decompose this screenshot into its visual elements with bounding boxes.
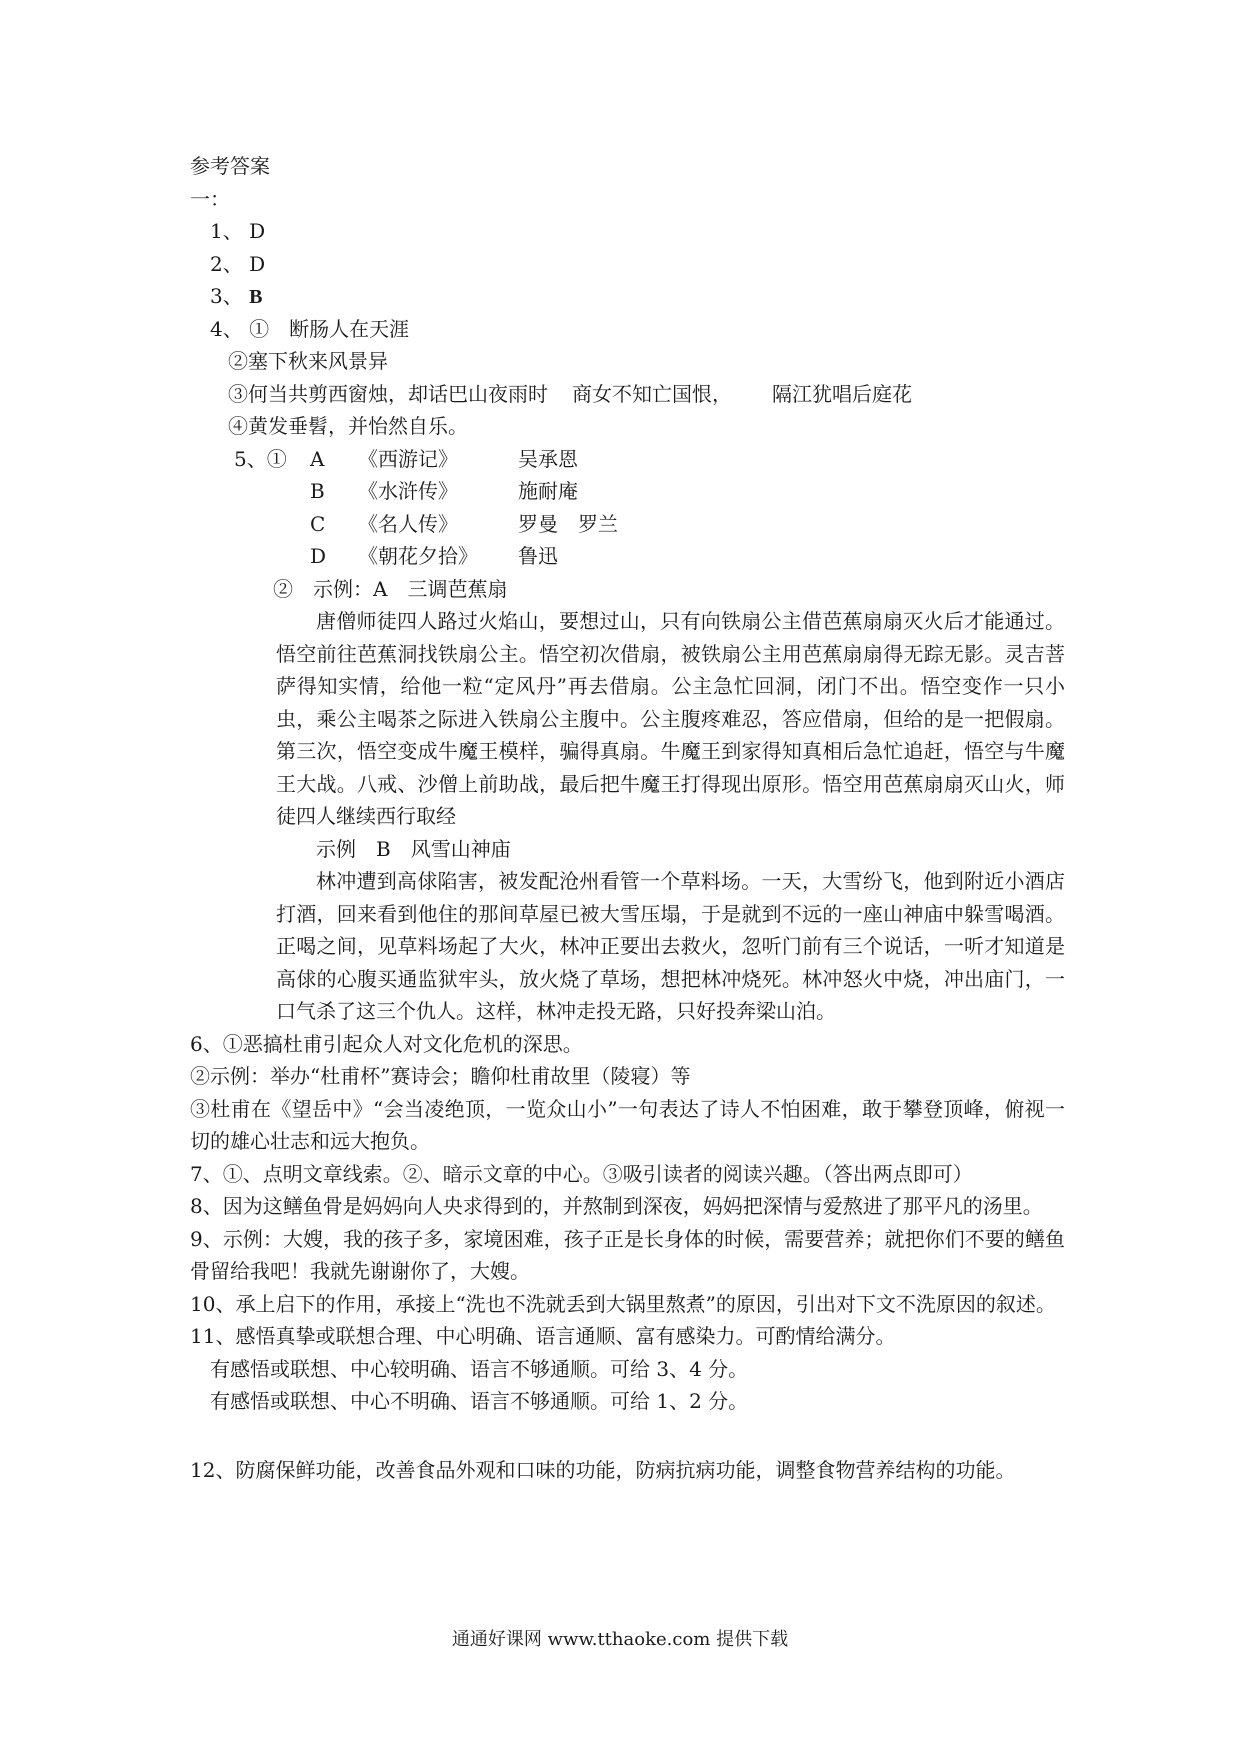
answer-6-line-2: ②示例：举办“杜甫杯”赛诗会；瞻仰杜甫故里（陵寝）等	[190, 1064, 691, 1088]
book-letter: D	[310, 544, 327, 568]
book-title: 《名人传》	[358, 511, 458, 536]
answer-11-line-1: 11、感悟真挚或联想合理、中心明确、语言通顺、富有感染力。可酌情给满分。	[190, 1324, 896, 1348]
answer-12: 12、防腐保鲜功能，改善食品外观和口味的功能，防病抗病功能，调整食物营养结构的功能。	[190, 1457, 1016, 1482]
section-heading: 一：	[190, 186, 230, 211]
answer-5-row-c	[310, 508, 1065, 541]
page-title: 参考答案	[190, 154, 270, 178]
answer-8: 8、因为这鳝鱼骨是妈妈向人央求得到的，并熬制到深夜，妈妈把深情与爱熬进了那平凡的汤里。	[190, 1194, 1043, 1218]
answer-6-line-1: 6、①恶搞杜甫引起众人对文化危机的深思。	[190, 1031, 583, 1056]
example-a-text: 唐僧师徒四人路过火焰山，要想过山，只有向铁扇公主借芭蕉扇扇灭火后才能通过。悟空前往芭蕉洞找铁扇公主。悟空初次借扇，被铁扇公主用芭蕉扇扇得无踪无影。灵吉菩萨得知实情，给他一粒“定风丹”再去借扇。公主急忙回洞，闭门不出。悟空变作一只小虫，乘公主喝茶之际进入铁扇公主腹中。公主腹疼难忍，答应借扇，但给的是一把假扇。第三次，悟空变成牛魔王模样，骗得真扇。牛魔王到家得知真相后急忙追赶，悟空与牛魔王大战。八戒、沙僧上前助战，最后把牛魔王打得现出原形。悟空用芭蕉扇扇灭山火，师徒四人继续西行取经	[276, 609, 1065, 828]
answer-5-number: 5、①	[234, 446, 287, 471]
book-author: 施耐庵	[518, 479, 578, 503]
answer-4-line-3	[228, 378, 1065, 411]
book-letter: B	[310, 479, 325, 503]
answer-7: 7、①、点明文章线索。②、暗示文章的中心。③吸引读者的阅读兴趣。（答出两点即可）	[190, 1161, 973, 1186]
answer-3-value: B	[249, 286, 263, 308]
book-title: 《朝花夕拾》	[358, 544, 478, 568]
answer-1: 1、 D	[210, 219, 266, 243]
answer-4-line-1: 4、 ① 断肠人在天涯	[210, 316, 410, 341]
answer-5-row-d	[310, 540, 1065, 573]
footer-source: 通通好课网 www.tthaoke.com 提供下载	[451, 1629, 789, 1650]
book-letter: A	[310, 446, 325, 471]
answer-5-row-a	[234, 443, 1065, 476]
answer-4-line-3b: 商女不知亡国恨，	[572, 381, 732, 406]
answer-4-line-3c: 隔江犹唱后庭花	[772, 381, 912, 406]
answer-10: 10、承上启下的作用，承接上“洗也不洗就丢到大锅里熬煮”的原因，引出对下文不洗原因的叙述。	[190, 1291, 1056, 1316]
example-a-heading: ② 示例：A 三调芭蕉扇	[273, 576, 508, 601]
answer-11-line-3: 有感悟或联想、中心不明确、语言不够通顺。可给 1、2 分。	[210, 1389, 749, 1413]
answer-content	[190, 150, 1065, 1486]
answer-9: 9、示例：大嫂，我的孩子多，家境困难，孩子正是长身体的时候，需要营养；就把你们不要的鳝鱼骨留给我吧！我就先谢谢你了，大嫂。	[190, 1226, 1065, 1283]
answer-4-line-2: ②塞下秋来风景异	[228, 349, 388, 373]
book-author: 吴承恩	[518, 446, 578, 471]
answer-4-line-4: ④黄发垂髫，并怡然自乐。	[228, 414, 468, 438]
example-b-heading: 示例 B 风雪山神庙	[316, 836, 511, 861]
answer-5-row-b	[310, 475, 1065, 508]
answer-2: 2、 D	[210, 251, 266, 276]
answer-11-line-2: 有感悟或联想、中心较明确、语言不够通顺。可给 3、4 分。	[210, 1356, 749, 1381]
book-author: 鲁迅	[518, 544, 558, 568]
answer-3	[210, 280, 1065, 313]
book-title: 《水浒传》	[358, 479, 458, 503]
answer-4-line-3a: ③何当共剪西窗烛，却话巴山夜雨时	[228, 381, 548, 406]
answer-3-number: 3、	[210, 284, 243, 308]
book-letter: C	[310, 511, 326, 536]
answer-6-line-3: ③杜甫在《望岳中》“会当凌绝顶，一览众山小”一句表达了诗人不怕困难，敢于攀登顶峰，俯视一切的雄心壮志和远大抱负。	[190, 1096, 1065, 1153]
book-title: 《西游记》	[358, 446, 458, 471]
example-b-text: 林冲遭到高俅陷害，被发配沧州看管一个草料场。一天，大雪纷飞，他到附近小酒店打酒，回来看到他住的那间草屋已被大雪压塌，于是就到不远的一座山神庙中躲雪喝酒。正喝之间，见草料场起了大火，林冲正要出去救火，忽听门前有三个说话，一听才知道是高俅的心腹买通监狱牢头，放火烧了草场，想把林冲烧死。林冲怒火中烧，冲出庙门，一口气杀了这三个仇人。这样，林冲走投无路，只好投奔梁山泊。	[276, 869, 1065, 1023]
book-author: 罗曼 罗兰	[518, 511, 618, 536]
